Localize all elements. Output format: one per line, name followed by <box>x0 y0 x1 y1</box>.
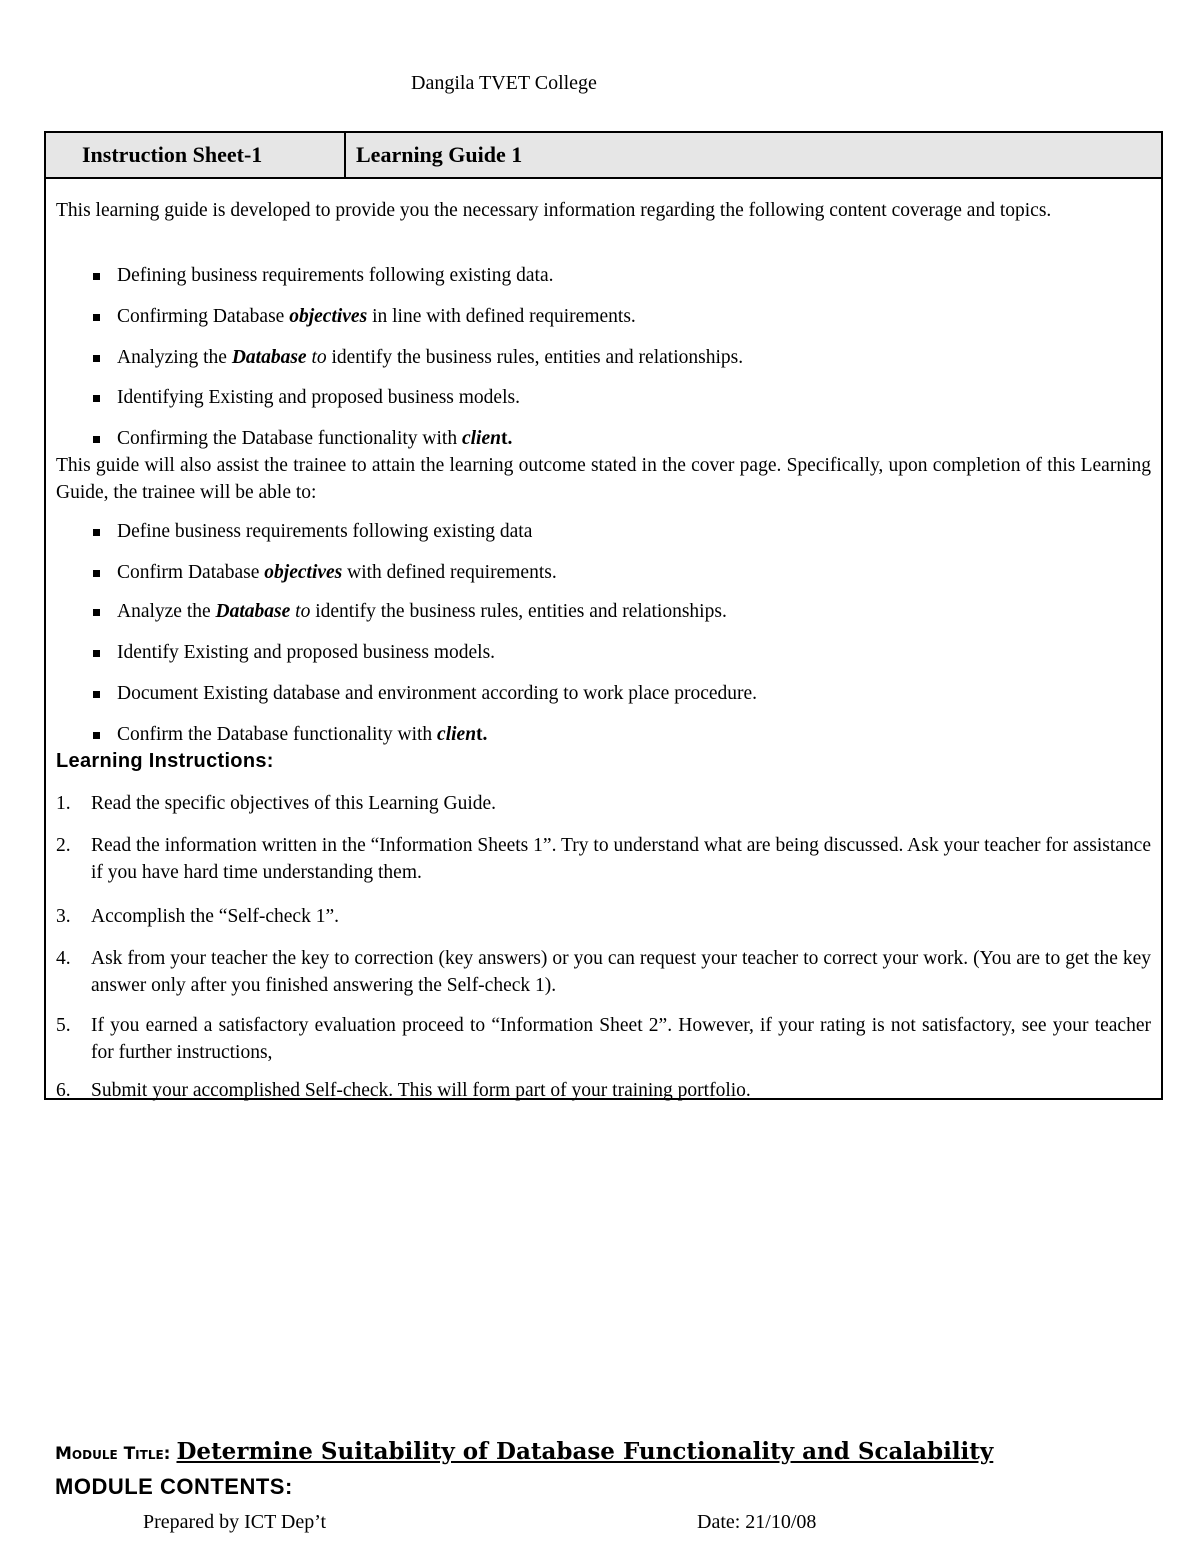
learning-guide-title: Learning Guide 1 <box>356 142 523 167</box>
instruction-item: 2. Read the information written in the “Information Sheets 1”. Try to understand what are being discussed. Ask your teacher for assistance if you have hard time understanding them. <box>56 835 1151 883</box>
instruction-sheet-table <box>44 131 1163 1100</box>
outcome-item: Define business requirements following existing data <box>117 518 532 545</box>
title-row <box>46 133 1161 179</box>
instruction-item: 1. Read the specific objectives of this Learning Guide. <box>56 793 497 814</box>
instruction-sheet-title: Instruction Sheet-1 <box>46 133 346 177</box>
learning-instructions-heading: Learning Instructions: <box>56 750 274 772</box>
topic-item: Defining business requirements following existing data. <box>117 262 554 289</box>
instruction-item: 6. Submit your accomplished Self-check. This will form part of your training portfolio. <box>56 1080 751 1101</box>
outcome-item: Confirm Database objectives with defined requirements. <box>117 559 557 586</box>
outcome-intro-paragraph: This guide will also assist the trainee to attain the learning outcome stated in the cover page. Specifically, upon completion of this Learning Guide, the trainee will be able to: <box>56 455 1151 503</box>
topic-item: Confirming Database objectives in line with defined requirements. <box>117 303 636 330</box>
instruction-item: 3. Accomplish the “Self-check 1”. <box>56 906 339 927</box>
module-title-label: Module Title: <box>55 1444 171 1464</box>
outcome-item: Identify Existing and proposed business models. <box>117 639 495 666</box>
intro-paragraph: This learning guide is developed to provide you the necessary information regarding the following content coverage and topics. <box>56 200 1052 221</box>
outcome-item: Confirm the Database functionality with client. <box>117 721 487 748</box>
college-name: Dangila TVET College <box>411 72 597 94</box>
topic-item: Identifying Existing and proposed business models. <box>117 384 520 411</box>
prepared-by: Prepared by ICT Dep’t <box>143 1511 327 1533</box>
topic-item: Confirming the Database functionality with client. <box>117 425 512 452</box>
topic-item: Analyzing the Database to identify the business rules, entities and relationships. <box>117 344 743 371</box>
instruction-item: 4. Ask from your teacher the key to correction (key answers) or you can request your teacher to correct your work. (You are to get the key answer only after you finished answering the Self-check 1). <box>56 948 1151 996</box>
document-date: Date: 21/10/08 <box>697 1511 817 1533</box>
outcome-item: Analyze the Database to identify the business rules, entities and relationships. <box>117 598 727 625</box>
outcome-item: Document Existing database and environment according to work place procedure. <box>117 680 757 707</box>
module-contents-heading: MODULE CONTENTS: <box>55 1474 293 1499</box>
module-title-value: Determine Suitability of Database Functionality and Scalability <box>176 1438 994 1465</box>
module-title <box>55 1438 993 1465</box>
instruction-item: 5. If you earned a satisfactory evaluation proceed to “Information Sheet 2”. However, if your rating is not satisfactory, see your teacher for further instructions, <box>56 1015 1151 1063</box>
